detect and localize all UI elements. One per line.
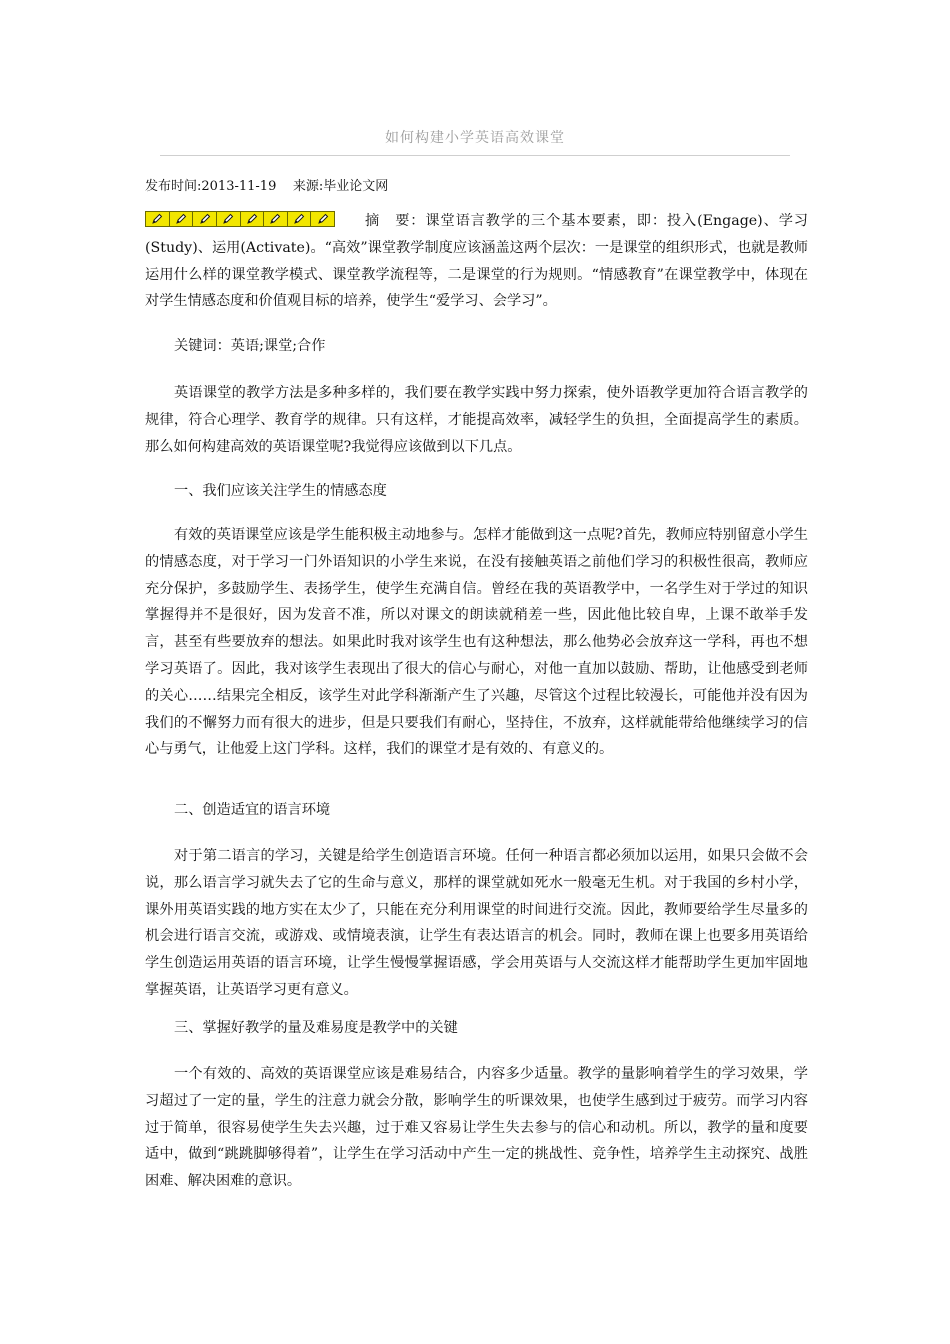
section-body-1: 有效的英语课堂应该是学生能积极主动地参与。怎样才能做到这一点呢?首先，教师应特别留意小学生的情感态度，对于学习一门外语知识的小学生来说，在没有接触英语之前他们学习的积极性很高，教师应充分保护，多鼓励学生、表扬学生，使学生充满自信。曾经在我的英语教学中，一名学生对于学过的知识掌握得并不是很好，因为发音不准，所以对课文的朗读就稍差一些，因此他比较自卑，上课不敢举手发言，甚至有些要放弃的想法。如果此时我对该学生也有这种想法，那么他势必会放弃这一学科，再也不想学习英语了。因此，我对该学生表现出了很大的信心与耐心，对他一直加以鼓励、帮助，让他感受到老师的关心……结果完全相反，该学生对此学科渐渐产生了兴趣，尽管这个过程比较漫长，可能他并没有因为我们的不懈努力而有很大的进步，但是只要我们有耐心，坚持住，不放弃，这样就能带给他继续学习的信心与勇气，让他爱上这门学科。这样，我们的课堂才是有效的、有意义的。 bbox=[145, 527, 808, 758]
abstract-paragraph: 摘 要：课堂语言教学的三个基本要素，即：投入(Engage)、学习(Study)、运用(Activate)。“高效”课堂教学制度应该涵盖这两个层次：一是课堂的组织形式，也就是教师运用什么样的课堂教学模式、课堂教学流程等，二是课堂的行为规则。“情感教育”在课堂教学中，体现在对学生情感态度和价值观目标的培养，使学生“爱学习、会学习”。 bbox=[145, 213, 808, 310]
source-label: 来源: bbox=[292, 179, 324, 194]
section-body-3: 一个有效的、高效的英语课堂应该是难易结合，内容多少适量。教学的量影响着学生的学习效果，学习超过了一定的量，学生的注意力就会分散，影响学生的听课效果，也使学生感到过于疲劳。而学习内容过于简单，很容易使学生失去兴趣，过于难又容易让学生失去参与的信心和动机。所以，教学的量和度要适中，做到“跳跳脚够得着”，让学生在学习活动中产生一定的挑战性、竞争性，培养学生主动探究、战胜困难、解决困难的意识。 bbox=[145, 1066, 808, 1190]
keywords-line: 关键词：英语;课堂;合作 bbox=[174, 338, 326, 354]
source-name: 毕业论文网 bbox=[323, 179, 389, 194]
publish-label: 发布时间: bbox=[145, 179, 202, 194]
page-title: 如何构建小学英语高效课堂 bbox=[385, 130, 565, 146]
publish-meta bbox=[145, 175, 388, 194]
section-heading-1: 一、我们应该关注学生的情感态度 bbox=[174, 483, 387, 499]
intro-paragraph: 英语课堂的教学方法是多种多样的，我们要在教学实践中努力探索，使外语教学更加符合语言教学的规律，符合心理学、教育学的规律。只有这样，才能提高效率，减轻学生的负担，全面提高学生的素质。那么如何构建高效的英语课堂呢?我觉得应该做到以下几点。 bbox=[145, 385, 808, 455]
meta-gap bbox=[276, 179, 293, 194]
section-heading-3: 三、掌握好教学的量及难易度是教学中的关键 bbox=[174, 1020, 458, 1036]
publish-date: 2013-11-19 bbox=[201, 179, 277, 194]
title-divider bbox=[160, 155, 790, 156]
section-heading-2: 二、创造适宜的语言环境 bbox=[174, 802, 331, 818]
section-body-2: 对于第二语言的学习，关键是给学生创造语言环境。任何一种语言都必须加以运用，如果只会做不会说，那么语言学习就失去了它的生命与意义，那样的课堂就如死水一般毫无生机。对于我国的乡村小学，课外用英语实践的地方实在太少了，只能在充分利用课堂的时间进行交流。因此，教师要给学生尽量多的机会进行语言交流，或游戏、或情境表演，让学生有表达语言的机会。同时，教师在课上也要多用英语给学生创造运用英语的语言环境，让学生慢慢掌握语感，学会用英语与人交流这样才能帮助学生更加牢固地掌握英语，让英语学习更有意义。 bbox=[145, 848, 808, 998]
